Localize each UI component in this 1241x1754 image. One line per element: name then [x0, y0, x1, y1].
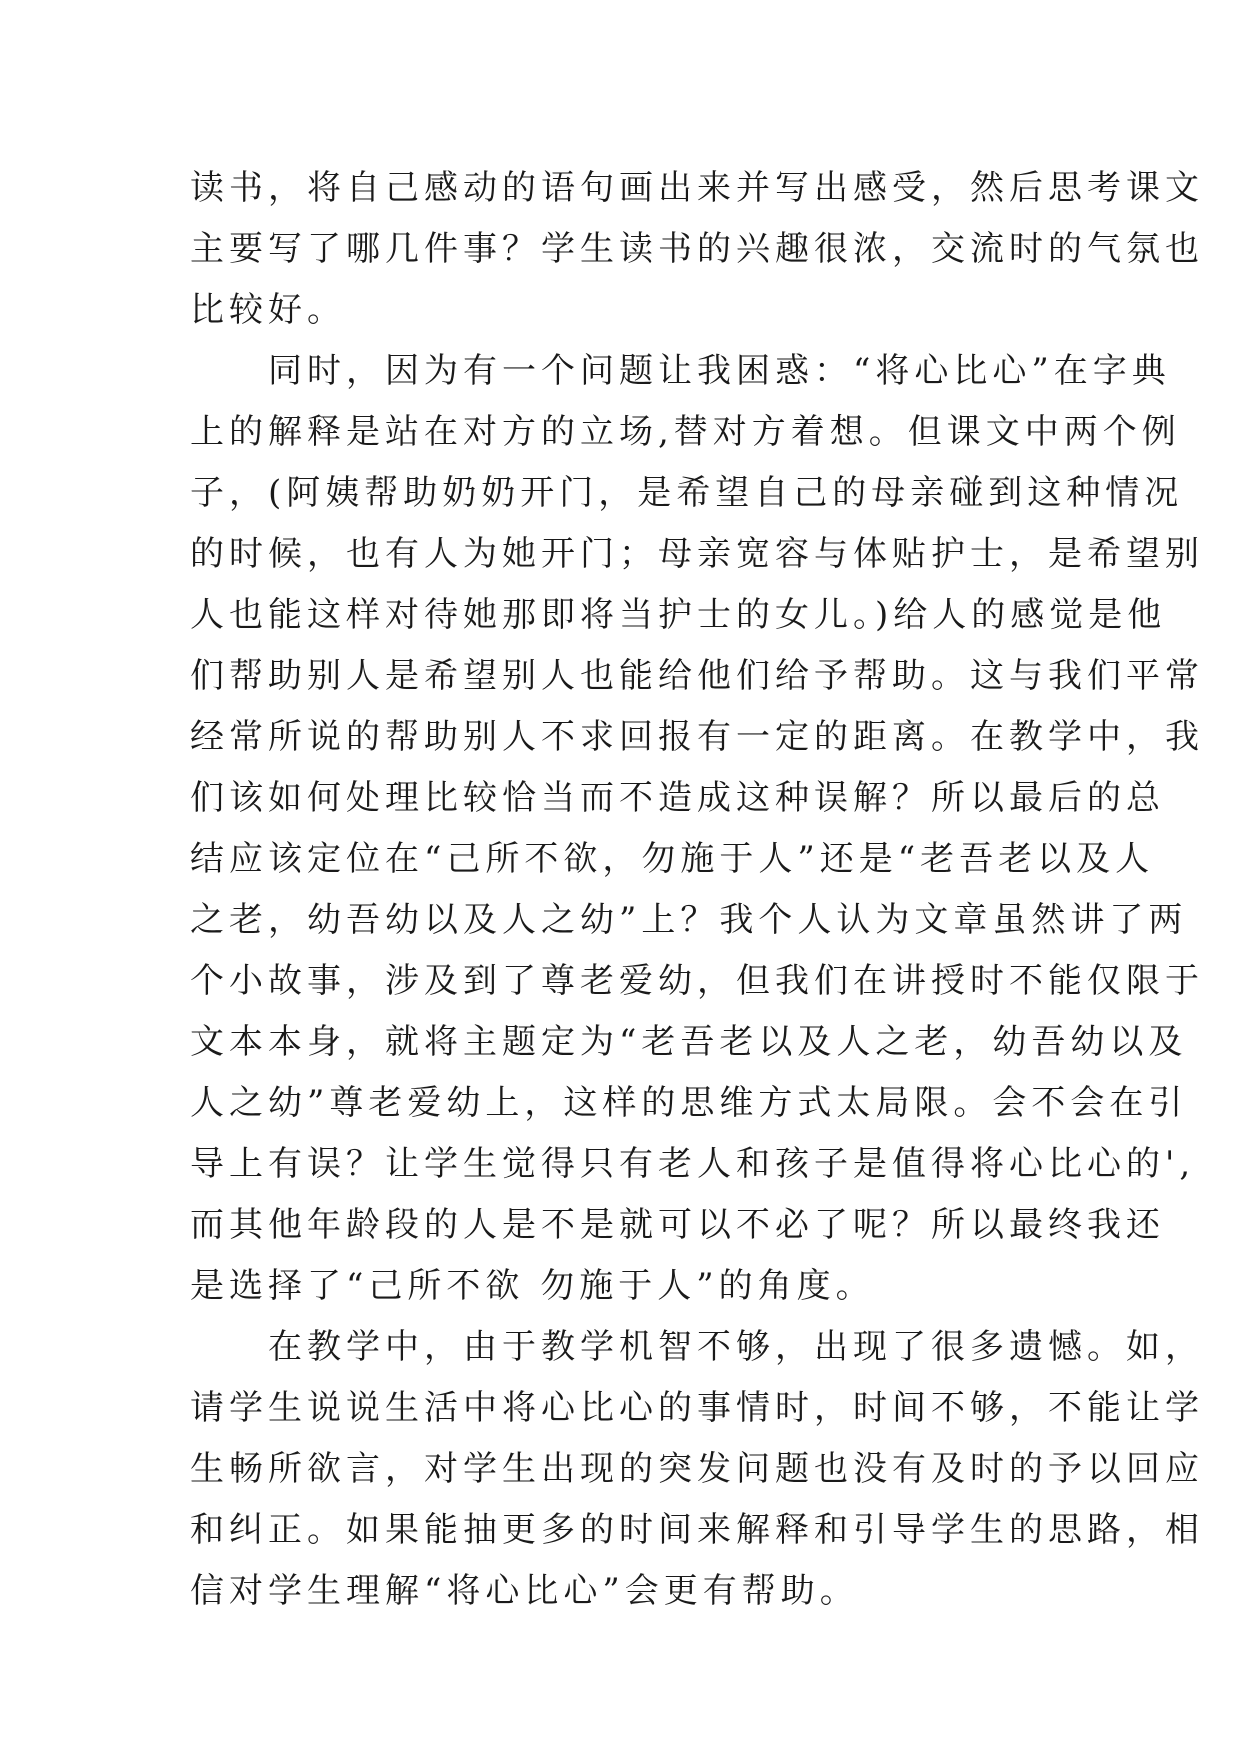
text-line: 之老，幼吾幼以及人之幼”上？我个人认为文章虽然讲了两: [190, 900, 1188, 940]
text-line: 生畅所欲言，对学生出现的突发问题也没有及时的予以回应: [190, 1449, 1204, 1489]
text-line: 主要写了哪几件事？学生读书的兴趣很浓，交流时的气氛也: [190, 229, 1204, 269]
text-line: 人之幼”尊老爱幼上，这样的思维方式太局限。会不会在引: [190, 1083, 1188, 1123]
text-line: 是选择了“己所不欲 勿施于人”的角度。: [190, 1266, 875, 1306]
text-line: 个小故事，涉及到了尊老爱幼，但我们在讲授时不能仅限于: [190, 961, 1204, 1001]
text-line: 们帮助别人是希望别人也能给他们给予帮助。这与我们平常: [190, 656, 1204, 696]
text-line: 在教学中，由于教学机智不够，出现了很多遗憾。如，: [190, 1327, 1204, 1367]
text-line: 比较好。: [190, 290, 346, 330]
text-line: 结应该定位在“己所不欲，勿施于人”还是“老吾老以及人: [190, 839, 1155, 879]
text-line: 子，(阿姨帮助奶奶开门，是希望自己的母亲碰到这种情况: [190, 473, 1184, 513]
text-line: 而其他年龄段的人是不是就可以不必了呢？所以最终我还: [190, 1205, 1165, 1245]
text-line: 信对学生理解“将心比心”会更有帮助。: [190, 1571, 859, 1611]
paragraph-2: [190, 341, 1204, 1317]
text-line: 读书，将自己感动的语句画出来并写出感受，然后思考课文: [190, 168, 1204, 208]
text-line: 同时，因为有一个问题让我困惑：“将心比心”在字典: [190, 351, 1171, 391]
paragraph-3: [190, 1317, 1204, 1622]
text-line: 文本本身，就将主题定为“老吾老以及人之老，幼吾幼以及: [190, 1022, 1188, 1062]
paragraph-1: [190, 158, 1204, 341]
text-line: 请学生说说生活中将心比心的事情时，时间不够，不能让学: [190, 1388, 1204, 1428]
text-line: 的时候，也有人为她开门；母亲宽容与体贴护士，是希望别: [190, 534, 1204, 574]
text-line: 经常所说的帮助别人不求回报有一定的距离。在教学中，我: [190, 717, 1204, 757]
text-line: 人也能这样对待她那即将当护士的女儿。)给人的感觉是他: [190, 595, 1167, 635]
text-line: 和纠正。如果能抽更多的时间来解释和引导学生的思路，相: [190, 1510, 1204, 1550]
text-line: 上的解释是站在对方的立场,替对方着想。但课文中两个例: [190, 412, 1181, 452]
text-line: 们该如何处理比较恰当而不造成这种误解？所以最后的总: [190, 778, 1165, 818]
document-body: [190, 158, 1204, 1622]
text-line: 导上有误？让学生觉得只有老人和孩子是值得将心比心的',: [190, 1144, 1196, 1184]
